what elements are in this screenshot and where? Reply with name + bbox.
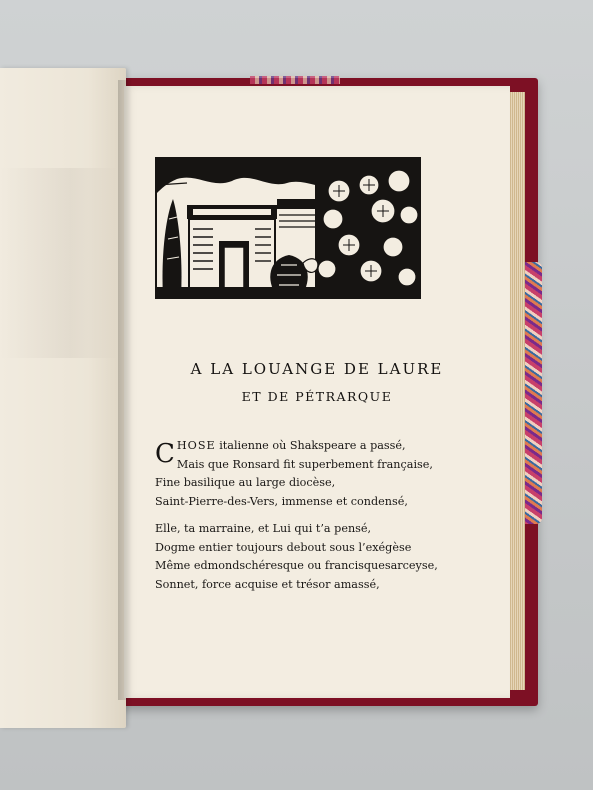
verse-line: Saint-Pierre-des-Vers, immense et condensé, xyxy=(155,494,408,508)
woodcut-illustration xyxy=(155,157,421,299)
stanza-1 xyxy=(155,437,455,511)
verse-line: Sonnet, force acquise et trésor amassé, xyxy=(155,577,380,591)
marbled-endpaper-top xyxy=(250,76,340,84)
woodcut-garden-pavilion xyxy=(157,159,419,297)
verse-line: Dogme entier toujours debout sous l’exégèse xyxy=(155,540,412,554)
verse-line xyxy=(155,437,455,456)
show-through-text xyxy=(0,168,118,358)
poem-title: A LA LOUANGE DE LAURE xyxy=(190,360,444,378)
page-edges xyxy=(508,92,525,690)
verse-line: Même edmondschéresque ou francisquesarceyse, xyxy=(155,559,438,572)
drop-cap: C xyxy=(155,439,175,469)
stanza-2 xyxy=(155,520,455,594)
verse-line: Mais que Ronsard fit superbement française, xyxy=(176,457,433,471)
verse-line-text: italienne où Shakspeare a passé, xyxy=(215,439,406,452)
verse-line: Elle, ta marraine, et Lui qui t’a pensé, xyxy=(155,522,372,535)
left-page xyxy=(0,68,126,728)
verse-line: Fine basilique au large diocèse, xyxy=(155,476,336,489)
marbled-endpaper-edge xyxy=(522,262,542,524)
poem-subtitle: ET DE PÉTRARQUE xyxy=(241,389,393,404)
first-word-rest: HOSE xyxy=(176,439,216,452)
